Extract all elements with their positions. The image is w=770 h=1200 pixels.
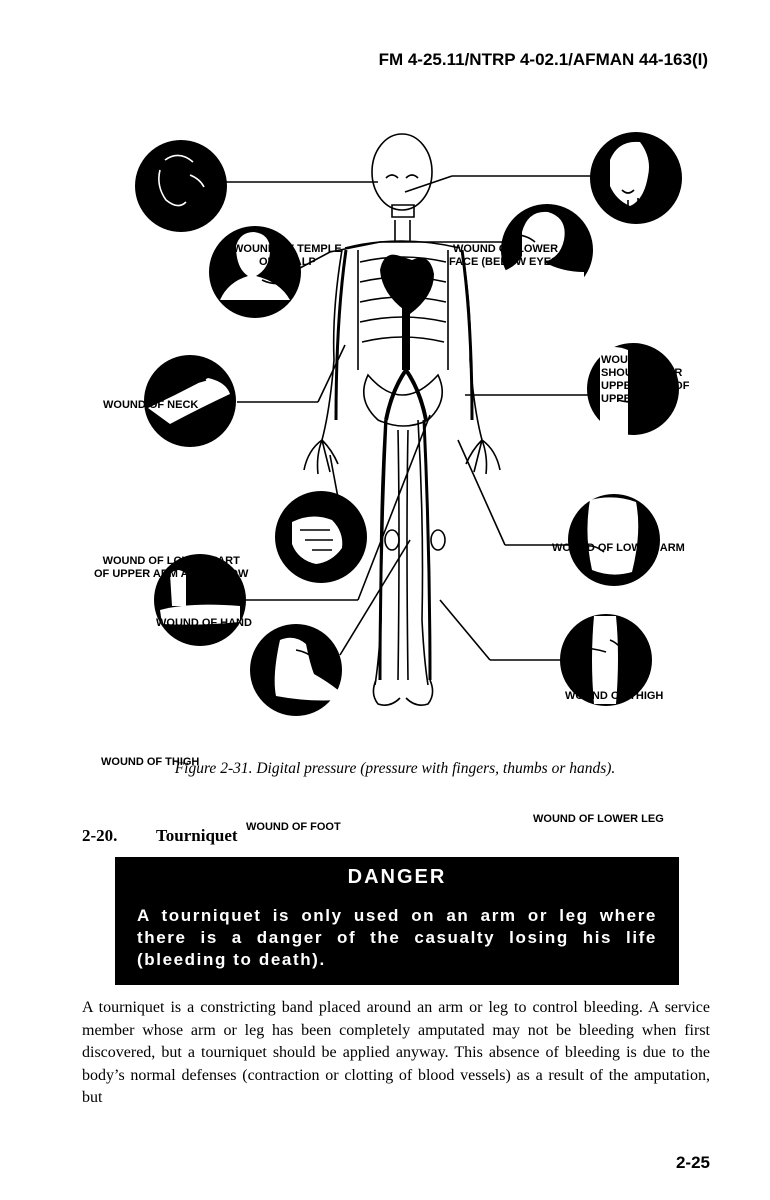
circulatory-system bbox=[336, 250, 472, 680]
body-illustration bbox=[0, 100, 770, 760]
figure-caption: Figure 2-31. Digital pressure (pressure with fingers, thumbs or hands). bbox=[174, 760, 616, 777]
label-lower-face: WOUND OF LOWER FACE (BELOW EYES) bbox=[449, 243, 563, 268]
label-thigh-right: WOUND OF THIGH bbox=[565, 690, 664, 702]
inset-thigh-right bbox=[568, 494, 660, 586]
label-upper-arm-elbow: WOUND OF LOWER PART OF UPPER ARM AND ELBOW bbox=[94, 555, 249, 580]
label-foot: WOUND OF FOOT bbox=[246, 821, 341, 833]
danger-title: DANGER bbox=[347, 866, 447, 888]
label-thigh-left: WOUND OF THIGH bbox=[101, 756, 200, 768]
inset-hand bbox=[275, 491, 367, 583]
label-hand: WOUND OF HAND bbox=[156, 617, 252, 629]
section-number: 2-20. bbox=[82, 826, 118, 845]
label-neck: WOUND OF NECK bbox=[103, 399, 199, 411]
label-lower-leg: WOUND OF LOWER LEG bbox=[533, 813, 664, 825]
section-title: Tourniquet bbox=[156, 826, 238, 845]
page-number: 2-25 bbox=[675, 1153, 710, 1172]
danger-box bbox=[115, 857, 679, 985]
inset-foot bbox=[250, 624, 342, 716]
inset-neck bbox=[209, 226, 301, 318]
label-temple: WOUND OF TEMPLE OR SCALP bbox=[233, 243, 342, 268]
label-lower-arm: WOUND OF LOWER ARM bbox=[552, 542, 685, 554]
label-shoulder: WOUND OF SHOULDER OR UPPER PART OF UPPER ARM bbox=[601, 354, 690, 405]
section-heading bbox=[82, 826, 238, 846]
inset-temple bbox=[135, 140, 227, 232]
body-paragraph: A tourniquet is a constricting band placed around an arm or leg to control bleeding. A service member whose arm or leg has been completely amputated may not be bleeding when first discovered, but a tourniquet should be applied anyway. This absence of bleeding is due to the body’s normal defenses (contraction or clotting of blood vessels) as a result of the amputation, but bbox=[82, 999, 710, 1106]
inset-lower-face bbox=[590, 132, 682, 224]
document-header: FM 4-25.11/NTRP 4-02.1/AFMAN 44-163(I) bbox=[378, 50, 708, 69]
danger-text: A tourniquet is only used on an arm or leg where there is a danger of the casualty losing his life (bleeding to death). bbox=[137, 906, 657, 969]
